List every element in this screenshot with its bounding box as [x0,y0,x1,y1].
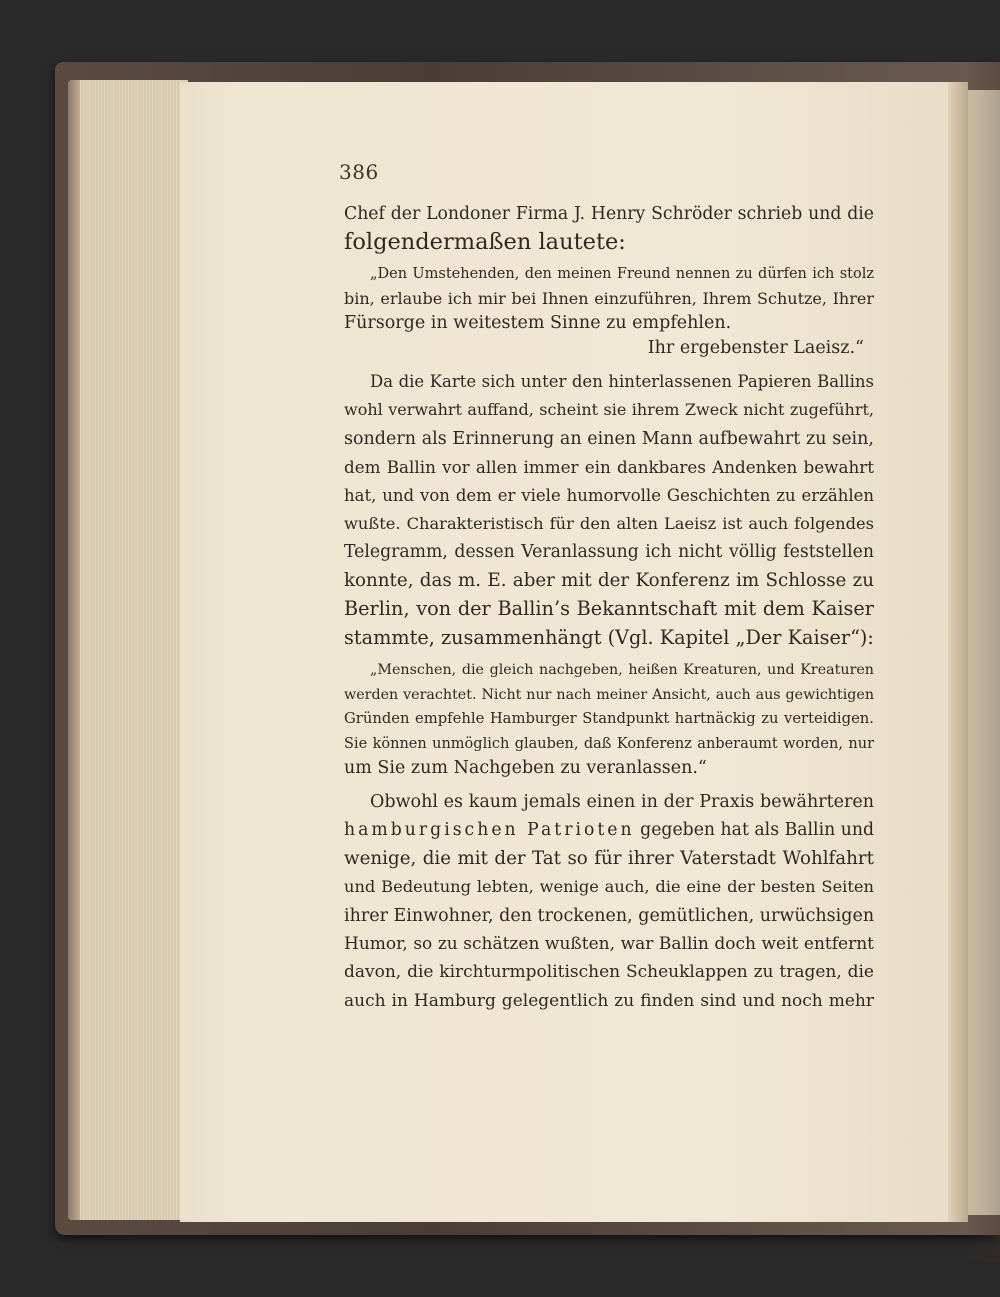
text-line: dem Ballin vor allen immer ein dankbares Andenken bewahrt [344,457,874,478]
text-line: Telegramm, dessen Veranlassung ich nicht völlig feststellen [344,542,874,563]
text-line: Fürsorge in weitestem Sinne zu empfehlen. [344,313,732,334]
quote-2 [344,658,874,781]
paragraph-3 [344,788,874,1015]
text-line: Chef der Londoner Firma J. Henry Schröder schrieb und die [344,204,874,224]
text-line: konnte, das m. E. aber mit der Konferenz im Schlosse zu [344,569,874,591]
text-line: wußte. Charakteristisch für den alten Laeisz ist auch folgendes [344,514,874,534]
text-line: und Bedeutung lebten, wenige auch, die eine der besten Seiten [344,877,874,897]
text-fragment: gegeben hat als Ballin und [640,820,874,841]
page-number: 386 [339,160,379,184]
text-line: auch in Hamburg gelegentlich zu finden sind und noch mehr [344,990,874,1011]
text-line: Sie können unmöglich glauben, daß Konferenz anberaumt worden, nur [344,735,874,752]
quote-1 [344,262,874,336]
text-line: Obwohl es kaum jemals einen in der Praxis bewährteren [370,792,874,812]
text-line [344,816,874,844]
text-line: stammte, zusammenhängt (Vgl. Kapitel „Der Kaiser“): [344,625,874,649]
text-line: wohl verwahrt auffand, scheint sie ihrem Zweck nicht zugeführt, [344,400,874,420]
text-line: „Den Umstehenden, den meinen Freund nennen zu dürfen ich stolz [370,266,874,282]
text-line: bin, erlaube ich mir bei Ihnen einzuführen, Ihrem Schutze, Ihrer [344,288,874,308]
text-line: ihrer Einwohner, den trockenen, gemütlichen, urwüchsigen [344,905,875,926]
right-edge-shadow [966,62,1000,1262]
text-line: Humor, so zu schätzen wußten, war Ballin doch weit entfernt [344,934,874,955]
paragraph-1 [344,200,874,257]
text-line: um Sie zum Nachgeben zu veranlassen.“ [344,758,707,779]
page-edges [68,80,188,1220]
text-line: werden verachtet. Nicht nur nach meiner Ansicht, auch aus gewichtigen [344,686,874,703]
text-line: „Menschen, die gleich nachgeben, heißen Kreaturen, und Kreaturen [370,662,874,678]
text-line: sondern als Erinnerung an einen Mann aufbewahrt zu sein, [344,428,874,449]
spaced-emphasis: hamburgischen Patrioten [344,820,635,841]
text-line: wenige, die mit der Tat so für ihrer Vaterstadt Wohlfahrt [344,847,874,869]
text-line: Berlin, von der Ballin’s Bekanntschaft mit dem Kaiser [344,597,874,621]
page-edges-shadow [68,80,80,1220]
paragraph-2 [344,368,874,652]
text-line: Da die Karte sich unter den hinterlassenen Papieren Ballins [370,372,874,391]
text-line: folgendermaßen lautete: [344,229,626,256]
book-gutter [948,82,968,1222]
text-line: Gründen empfehle Hamburger Standpunkt hartnäckig zu verteidigen. [344,710,874,728]
text-line: davon, die kirchturmpolitischen Scheuklappen zu tragen, die [344,962,874,983]
quote-1-signature: Ihr ergebenster Laeisz.“ [647,338,864,358]
text-line: hat, und von dem er viele humorvolle Geschichten zu erzählen [344,485,874,505]
